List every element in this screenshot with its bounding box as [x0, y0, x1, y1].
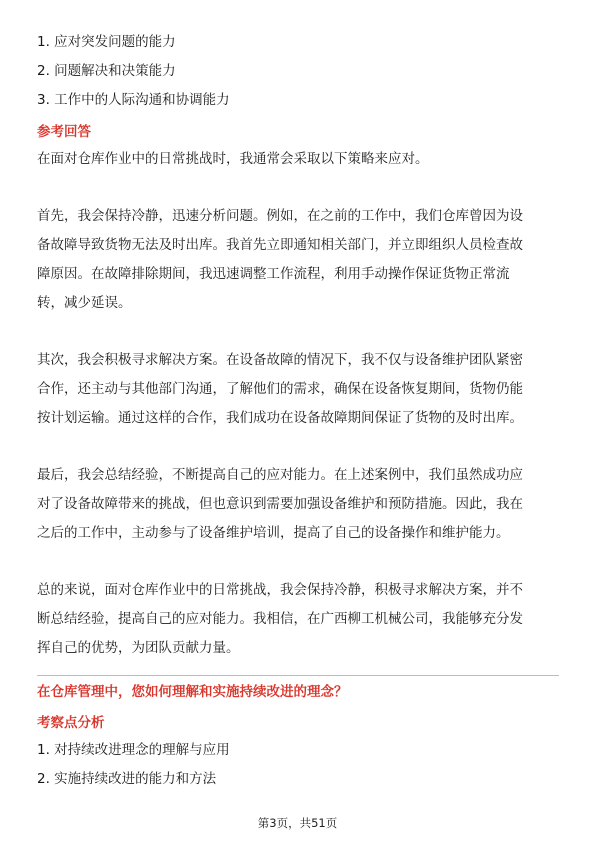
answer-line: 最后，我会总结经验，不断提高自己的应对能力。在上述案例中，我们虽然成功应	[37, 467, 523, 483]
answer-line: 备故障导致货物无法及时出库。我首先立即通知相关部门，并立即组织人员检查故	[37, 237, 523, 253]
answer-line: 合作，还主动与其他部门沟通，了解他们的需求，确保在设备恢复期间，货物仍能	[37, 381, 523, 397]
focus-point: 1. 应对突发问题的能力	[37, 34, 176, 50]
question-title: 在仓库管理中，您如何理解和实施持续改进的理念？	[37, 684, 348, 700]
analysis-heading: 考察点分析	[37, 715, 105, 731]
answer-line: 断总结经验，提高自己的应对能力。我相信，在广西柳工机械公司，我能够充分发	[37, 611, 523, 627]
section-divider	[37, 675, 559, 676]
focus-point: 2. 问题解决和决策能力	[37, 63, 176, 79]
answer-line: 总的来说，面对仓库作业中的日常挑战，我会保持冷静，积极寻求解决方案，并不	[37, 582, 523, 598]
answer-line: 按计划运输。通过这样的合作，我们成功在设备故障期间保证了货物的及时出库。	[37, 410, 523, 426]
answer-line: 对了设备故障带来的挑战，但也意识到需要加强设备维护和预防措施。因此，我在	[37, 496, 523, 512]
answer-line: 障原因。在故障排除期间，我迅速调整工作流程，利用手动操作保证货物正常流	[37, 266, 510, 282]
answer-line: 在面对仓库作业中的日常挑战时，我通常会采取以下策略来应对。	[37, 151, 429, 167]
answer-line: 转，减少延误。	[37, 295, 132, 311]
analysis-point: 1. 对持续改进理念的理解与应用	[37, 742, 230, 758]
answer-line: 挥自己的优势，为团队贡献力量。	[37, 640, 240, 656]
answer-line: 其次，我会积极寻求解决方案。在设备故障的情况下，我不仅与设备维护团队紧密	[37, 352, 523, 368]
analysis-point: 2. 实施持续改进的能力和方法	[37, 771, 217, 787]
answer-line: 之后的工作中，主动参与了设备维护培训，提高了自己的设备操作和维护能力。	[37, 525, 510, 541]
answer-heading: 参考回答	[37, 124, 91, 140]
answer-line: 首先，我会保持冷静，迅速分析问题。例如，在之前的工作中，我们仓库曾因为设	[37, 208, 523, 224]
focus-point: 3. 工作中的人际沟通和协调能力	[37, 92, 230, 108]
page-number: 第3页，共51页	[257, 816, 338, 830]
